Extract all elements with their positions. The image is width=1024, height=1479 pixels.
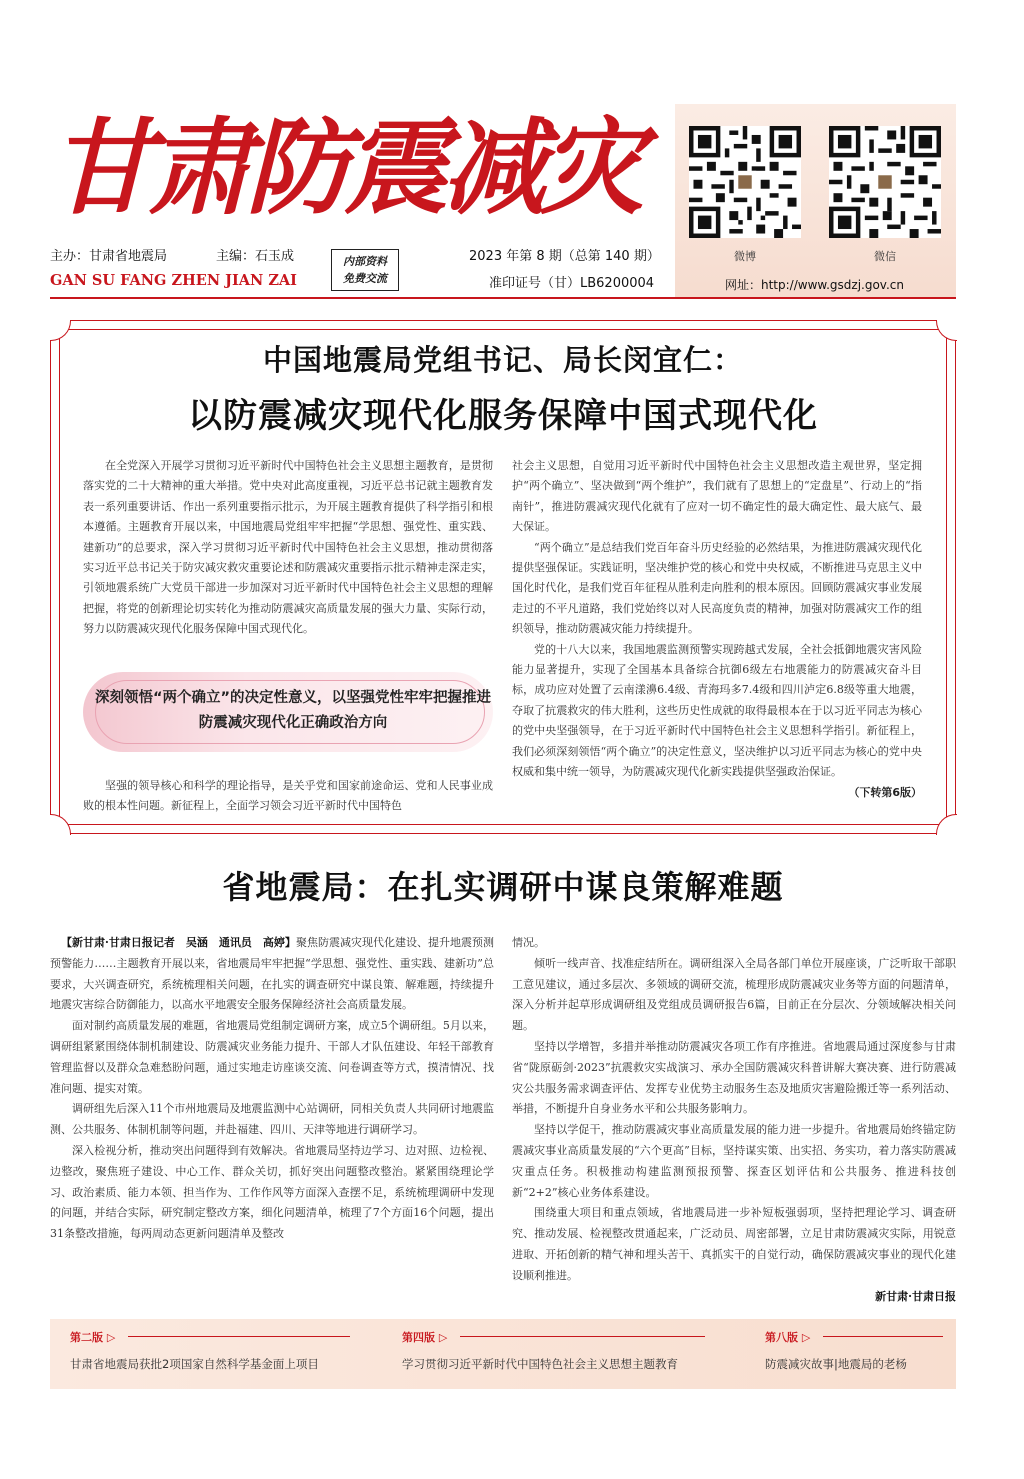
story2-paragraph: 面对制约高质量发展的难题，省地震局党组制定调研方案，成立5个调研组。5月以来，调研组紧紧围绕体制机制建设、防震减灾业务能力提升、干部人才队伍建设、年轻干部教育管理监督以及群众急难愁盼问题，通过实地走访座谈交流、问卷调查等方式，摸清情况、找准问题、提实对策。 bbox=[50, 1019, 494, 1095]
weibo-label: 微博 bbox=[734, 250, 756, 263]
story2-paragraph: 坚持以学促干，推动防震减灾事业高质量发展的能力进一步提升。省地震局始终锚定防震减灾事业高质量发展的“六个更高”目标，坚持谋实策、出实招、务实功，着力落实防震减灾重点任务。积极推动构建监测预报预警、探查区划评估和公共服务、推进科技创新“2+2”核心业务体系建设。 bbox=[512, 1123, 956, 1199]
lead-left-column bbox=[83, 456, 493, 640]
lead-paragraph: 坚强的领导核心和科学的理论指导，是关乎党和国家前途命运、党和人民事业成败的根本性问题。新征程上，全面学习领会习近平新时代中国特色 bbox=[83, 779, 493, 813]
lead-paragraph: 党的十八大以来，我国地震监测预警实现跨越式发展，全社会抵御地震灾害风险能力显著提升，实现了全国基本具备综合抗御6级左右地震能力的防震减灾奋斗目标，成功应对处置了云南漾濞6.4级、青海玛多7.4级和四川泸定6.8级等重大地震，夺取了抗震救灾的伟大胜利，这些历史性成就的取得最根本在于以习近平同志为核心的党中央坚强领导，在于习近平新时代中国特色社会主义思想科学指引。新征程上，我们必须深刻领悟“两个确立”的决定性意义，坚决维护以习近平同志为核心的党中央权威和集中统一领导，为防震减灾现代化新实践提供坚强政治保证。 bbox=[512, 642, 922, 779]
internal-material-stamp bbox=[331, 249, 399, 291]
lead-paragraph: “两个确立”是总结我们党百年奋斗历史经验的必然结果，为推进防震减灾现代化提供坚强保证。实践证明，坚决维护党的核心和党中央权威，不断推进马克思主义中国化时代化，是我们党百年征程从胜利走向胜利的根本原因。回顾防震减灾事业发展走过的不平凡道路，我们党始终以对人民高度负责的精神，加强对防震减灾工作的组织领导，推动防震减灾能力持续提升。 bbox=[512, 540, 922, 636]
story2-right-column bbox=[512, 933, 956, 1307]
teaser-page-label: 第四版 ▷ bbox=[402, 1331, 448, 1344]
teaser-divider bbox=[823, 1336, 943, 1337]
teaser-divider bbox=[128, 1336, 350, 1337]
teaser-page-4[interactable] bbox=[382, 1319, 712, 1389]
masthead-title: 甘肃防震减灾 bbox=[50, 106, 639, 229]
story2-source: 新甘肃·甘肃日报 bbox=[875, 1289, 956, 1303]
website-url[interactable]: 网址：http://www.gsdzj.gov.cn bbox=[725, 278, 904, 292]
teaser-text: 学习贯彻习近平新时代中国特色社会主义思想主题教育 bbox=[402, 1357, 678, 1371]
story2-left-column bbox=[50, 933, 494, 1245]
story2-paragraph: 深入检视分析，推动突出问题得到有效解决。省地震局坚持边学习、边对照、边检视、边整改，聚焦班子建设、中心工作、群众关切，抓好突出问题整改整治。紧紧围绕理论学习、政治素质、能力本领、担当作为、工作作风等方面深入查摆不足，系统梳理调研中发现的问题，并结合实际，研究制定整改方案，细化问题清单，梳理了7个方面16个问题，提出31条整改措施，每两周动态更新问题清单及整改 bbox=[50, 1143, 494, 1241]
lead-paragraph: 社会主义思想，自觉用习近平新时代中国特色社会主义思想改造主观世界，坚定拥护“两个确立”、坚决做到“两个维护”，我们就有了思想上的“定盘星”、行动上的“指南针”，推进防震减灾现代化就有了应对一切不确定性的最大确定性、最大底气、最大保证。 bbox=[512, 459, 922, 534]
sponsor-line: 主办：甘肃省地震局 bbox=[50, 249, 168, 264]
teaser-page-label: 第二版 ▷ bbox=[70, 1331, 116, 1344]
story2-paragraph: 围绕重大项目和重点领域，省地震局进一步补短板强弱项，坚持把理论学习、调查研究、推动发展、检视整改贯通起来，广泛动员、周密部署，立足甘肃防震减灾实际，用锐意进取、开拓创新的精气神和埋头苦干、真抓实干的自觉行动，确保防震减灾事业的现代化建设顺利推进。 bbox=[512, 1206, 956, 1282]
teaser-text: 甘肃省地震局获批2项国家自然科学基金面上项目 bbox=[70, 1357, 319, 1371]
editor-line: 主编：石玉成 bbox=[216, 249, 295, 264]
continue-note[interactable]: （下转第6版） bbox=[848, 785, 922, 799]
story2-paragraph: 倾听一线声音、找准症结所在。调研组深入全局各部门单位开展座谈，广泛听取干部职工意见建议，通过多层次、多领域的调研交流，梳理形成防震减灾业务等方面的问题清单，深入分析并起草形成调研组及党组成员调研报告6篇，目前正在分层次、分领域解决相关问题。 bbox=[512, 956, 956, 1033]
wechat-qr-icon bbox=[829, 126, 941, 238]
lead-subhead-box bbox=[83, 672, 493, 752]
teaser-page-label: 第八版 ▷ bbox=[765, 1331, 811, 1344]
footer-teaser-bar bbox=[50, 1319, 956, 1389]
story2-byline: 【新甘肃·甘肃日报记者 吴涵 通讯员 高婷】 bbox=[61, 936, 296, 949]
story2-paragraph: 调研组先后深入11个市州地震局及地震监测中心站调研，同相关负责人共同研讨地震监测、公共服务、体制机制等问题，并赴福建、四川、天津等地进行调研学习。 bbox=[50, 1102, 494, 1137]
stamp-line-2: 免费交流 bbox=[343, 272, 387, 285]
continue-note-row bbox=[512, 783, 922, 803]
weibo-qr-code[interactable] bbox=[689, 126, 801, 238]
lead-subhead: 深刻领悟“两个确立”的决定性意义，以坚强党性牢牢把握推进防震减灾现代化正确政治方向 bbox=[94, 690, 492, 731]
story2-paragraph: 坚持以学增智，多措并举推动防震减灾各项工作有序推进。省地震局通过深度参与甘肃省“陇原砺剑·2023”抗震救灾实战演习、承办全国防震减灾科普讲解大赛决赛、进行防震减灾公共服务需求调查评估、发挥专业优势主动服务生态及地质灾害避险搬迁等一系列活动、举措，不断提升自身业务水平和公共服务影响力。 bbox=[512, 1039, 956, 1116]
stamp-line-1: 内部资料 bbox=[343, 255, 387, 268]
teaser-divider bbox=[460, 1336, 705, 1337]
print-permit: 准印证号（甘）LB6200004 bbox=[489, 276, 655, 291]
lead-left-column-lower bbox=[83, 776, 493, 817]
masthead-pinyin: GAN SU FANG ZHEN JIAN ZAI bbox=[50, 272, 297, 289]
teaser-page-8[interactable] bbox=[745, 1319, 956, 1389]
story2-paragraph: 聚焦防震减灾现代化建设、提升地震预测预警能力……主题教育开展以来，省地震局牢牢把握“学思想、强党性、重实践、建新功”总要求，大兴调查研究，系统梳理相关问题，在扎实的调查研究中谋良策、解难题，持续提升地震灾害综合防御能力，以高水平地震安全服务保障经济社会高质量发展。 bbox=[50, 936, 495, 1012]
lead-paragraph: 在全党深入开展学习贯彻习近平新时代中国特色社会主义思想主题教育，是贯彻落实党的二十大精神的重大举措。党中央对此高度重视，习近平总书记就主题教育发表一系列重要讲话、作出一系列重要指示批示，为开展主题教育提供了科学指引和根本遵循。主题教育开展以来，中国地震局党组牢牢把握“学思想、强党性、重实践、建新功”的总要求，深入学习贯彻习近平新时代中国特色社会主义思想，推动贯彻落实习近平总书记关于防灾减灾救灾重要论述和防震减灾重要指示批示精神走深走实，引领地震系统广大党员干部进一步加深对习近平新时代中国特色社会主义思想的理解把握，将党的创新理论切实转化为推动防震减灾高质量发展的强大力量、实际行动，努力以防震减灾现代化服务保障中国式现代化。 bbox=[83, 459, 493, 636]
teaser-text: 防震减灾故事|地震局的老杨 bbox=[765, 1357, 907, 1371]
qr-panel bbox=[675, 104, 956, 298]
weibo-qr-icon bbox=[689, 126, 801, 238]
lead-kicker: 中国地震局党组书记、局长闵宜仁： bbox=[262, 343, 743, 377]
lead-headline: 以防震减灾现代化服务保障中国式现代化 bbox=[188, 396, 818, 436]
story2-paragraph: 情况。 bbox=[512, 936, 545, 949]
issue-number: 2023 年第 8 期（总第 140 期） bbox=[469, 249, 660, 264]
wechat-label: 微信 bbox=[874, 250, 896, 263]
story2-headline: 省地震局：在扎实调研中谋良策解难题 bbox=[222, 868, 784, 906]
masthead-rule bbox=[50, 297, 956, 299]
teaser-page-2[interactable] bbox=[50, 1319, 352, 1389]
wechat-qr-code[interactable] bbox=[829, 126, 941, 238]
lead-right-column bbox=[512, 456, 922, 803]
